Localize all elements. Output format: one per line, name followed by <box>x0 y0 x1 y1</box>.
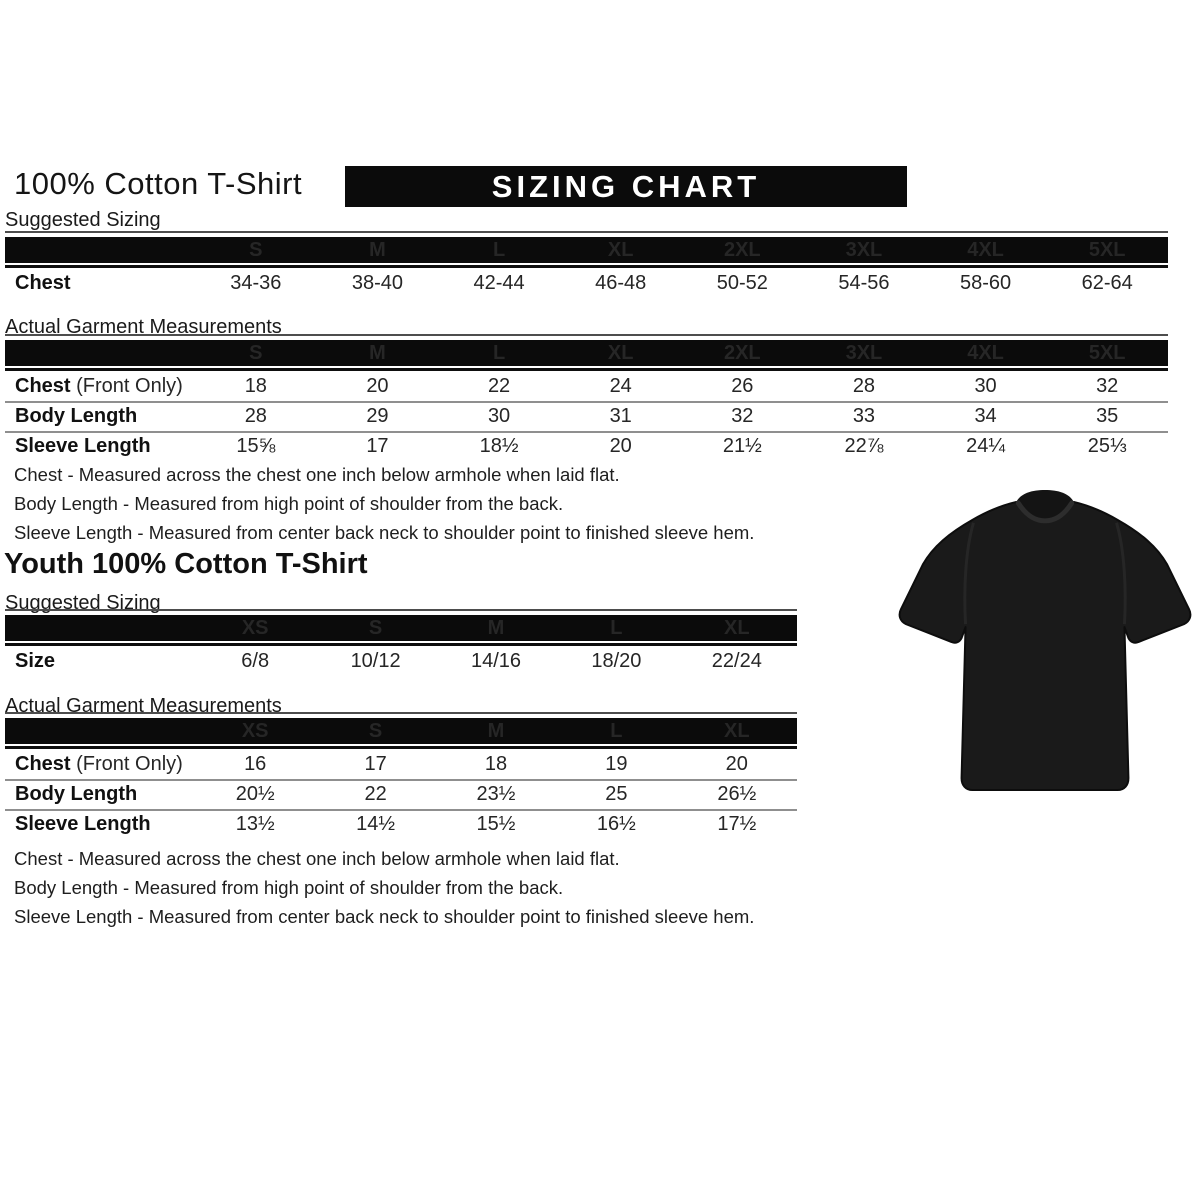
size-value: 29 <box>366 405 389 427</box>
table-header-row <box>5 237 1168 263</box>
size-value: 20 <box>366 375 389 397</box>
size-value: 20½ <box>235 783 275 805</box>
size-value: 14/16 <box>470 650 522 672</box>
size-value: 20 <box>725 753 748 775</box>
column-header-5xl: 5XL <box>1088 238 1126 261</box>
column-header-xl: XL <box>724 616 750 639</box>
size-value: 18/20 <box>591 650 642 672</box>
column-header-s: S <box>368 616 383 639</box>
size-value: 31 <box>609 405 632 427</box>
sizing-chart-banner-text: SIZING CHART <box>491 168 761 204</box>
size-value: 17 <box>366 435 389 457</box>
tshirt-image <box>896 490 1194 798</box>
column-header-xl: XL <box>724 719 750 742</box>
column-header-m: M <box>487 719 505 742</box>
adult-measurement-notes <box>14 460 754 547</box>
table-row-sleeve-length <box>5 809 797 839</box>
column-header-2xl: 2XL <box>723 238 761 261</box>
tshirt-graphic <box>896 490 1194 798</box>
column-header-s: S <box>249 341 263 364</box>
column-header-xs: XS <box>241 616 269 639</box>
size-value: 42-44 <box>473 272 525 294</box>
row-label: Sleeve Length <box>15 813 151 835</box>
size-value: 16½ <box>596 813 636 835</box>
size-value: 18 <box>484 753 508 775</box>
size-value: 21½ <box>722 435 762 457</box>
table-row-sleeve-length <box>5 431 1168 461</box>
size-value: 54-56 <box>838 272 890 294</box>
column-header-xs: XS <box>241 719 269 742</box>
column-header-s: S <box>368 719 383 742</box>
column-header-l: L <box>610 616 623 639</box>
note-line-sleeve-length: Sleeve Length - Measured from center back neck to shoulder point to finished sleeve hem. <box>14 522 755 543</box>
table-header-row <box>5 340 1168 366</box>
row-label: Chest (Front Only) <box>15 375 183 397</box>
size-value: 38-40 <box>351 272 404 294</box>
header-underline <box>5 746 797 749</box>
size-value: 22 <box>364 783 387 805</box>
size-value: 62-64 <box>1081 272 1133 294</box>
size-value: 30 <box>974 375 997 397</box>
size-value: 17½ <box>717 813 757 835</box>
size-value: 33 <box>852 405 876 427</box>
size-value: 16 <box>244 753 267 775</box>
column-header-l: L <box>492 238 506 261</box>
row-label: Sleeve Length <box>15 435 151 457</box>
column-header-l: L <box>610 719 623 742</box>
size-value: 28 <box>244 405 267 427</box>
size-value: 15⅝ <box>236 435 276 457</box>
youth-measurement-notes <box>14 844 754 931</box>
column-header-xl: XL <box>607 341 634 364</box>
size-value: 22⅞ <box>844 435 884 457</box>
size-value: 28 <box>852 375 876 397</box>
size-value: 35 <box>1096 405 1119 427</box>
size-value: 26½ <box>717 783 757 805</box>
size-value: 19 <box>605 753 628 775</box>
header-underline <box>5 368 1168 371</box>
youth-suggested-sizing-table <box>5 609 797 676</box>
table-header-row <box>5 615 797 641</box>
column-header-xl: XL <box>607 238 634 261</box>
column-header-m: M <box>369 238 386 261</box>
table-header-row <box>5 718 797 744</box>
column-header-4xl: 4XL <box>967 341 1004 364</box>
size-value: 24 <box>609 375 632 397</box>
size-value: 50-52 <box>716 272 768 294</box>
column-header-m: M <box>369 341 386 364</box>
row-label: Body Length <box>15 405 138 427</box>
youth-actual-measurements-table <box>5 712 797 839</box>
table-row-size <box>5 648 797 676</box>
size-value: 58-60 <box>959 272 1012 294</box>
size-value: 25⅓ <box>1087 435 1127 457</box>
table-row-chest <box>5 373 1168 401</box>
size-value: 14½ <box>356 813 396 835</box>
table-row-chest <box>5 270 1168 298</box>
size-value: 10/12 <box>350 650 401 672</box>
size-value: 22/24 <box>711 650 762 672</box>
size-value: 34 <box>974 405 997 427</box>
adult-actual-measurements-label: Actual Garment Measurements <box>5 316 282 338</box>
column-header-3xl: 3XL <box>845 341 883 364</box>
size-value: 30 <box>487 405 511 427</box>
youth-suggested-sizing-label: Suggested Sizing <box>5 592 161 614</box>
adult-suggested-sizing-label: Suggested Sizing <box>5 209 161 231</box>
note-line-body-length: Body Length - Measured from high point of shoulder from the back. <box>14 877 564 898</box>
row-label: Body Length <box>15 783 138 805</box>
column-header-5xl: 5XL <box>1088 341 1126 364</box>
adult-actual-measurements-table <box>5 334 1168 461</box>
size-value: 46-48 <box>595 272 647 294</box>
size-value: 34-36 <box>230 272 282 294</box>
note-line-sleeve-length: Sleeve Length - Measured from center back neck to shoulder point to finished sleeve hem. <box>14 906 755 927</box>
youth-section-title: Youth 100% Cotton T-Shirt <box>4 548 368 580</box>
row-label: Chest (Front Only) <box>15 753 183 775</box>
adult-section-title: 100% Cotton T-Shirt <box>14 166 303 201</box>
note-line-chest: Chest - Measured across the chest one inch below armhole when laid flat. <box>14 848 620 869</box>
youth-actual-measurements-label: Actual Garment Measurements <box>5 695 282 717</box>
size-value: 18 <box>244 375 267 397</box>
header-underline <box>5 643 797 646</box>
size-value: 25 <box>605 783 628 805</box>
column-header-s: S <box>249 238 263 261</box>
column-header-4xl: 4XL <box>967 238 1004 261</box>
size-value: 24¼ <box>966 435 1006 457</box>
row-label: Chest <box>15 272 71 294</box>
size-value: 17 <box>364 753 387 775</box>
column-header-3xl: 3XL <box>845 238 883 261</box>
size-value: 6/8 <box>241 650 270 672</box>
column-header-m: M <box>487 616 505 639</box>
header-underline <box>5 265 1168 268</box>
table-row-body-length <box>5 401 1168 431</box>
size-value: 32 <box>731 405 754 427</box>
size-value: 23½ <box>476 783 516 805</box>
size-value: 18½ <box>479 435 519 457</box>
size-value: 15½ <box>476 813 516 835</box>
sizing-chart-banner <box>345 166 907 207</box>
note-line-body-length: Body Length - Measured from high point of shoulder from the back. <box>14 493 564 514</box>
size-value: 32 <box>1096 375 1119 397</box>
size-value: 26 <box>731 375 754 397</box>
size-value: 13½ <box>235 813 275 835</box>
size-value: 20 <box>609 435 632 457</box>
note-line-chest: Chest - Measured across the chest one inch below armhole when laid flat. <box>14 464 620 485</box>
adult-suggested-sizing-table <box>5 231 1168 298</box>
row-label: Size <box>15 650 56 672</box>
table-row-body-length <box>5 779 797 809</box>
size-value: 22 <box>487 375 511 397</box>
table-row-chest <box>5 751 797 779</box>
column-header-2xl: 2XL <box>723 341 761 364</box>
column-header-l: L <box>492 341 506 364</box>
